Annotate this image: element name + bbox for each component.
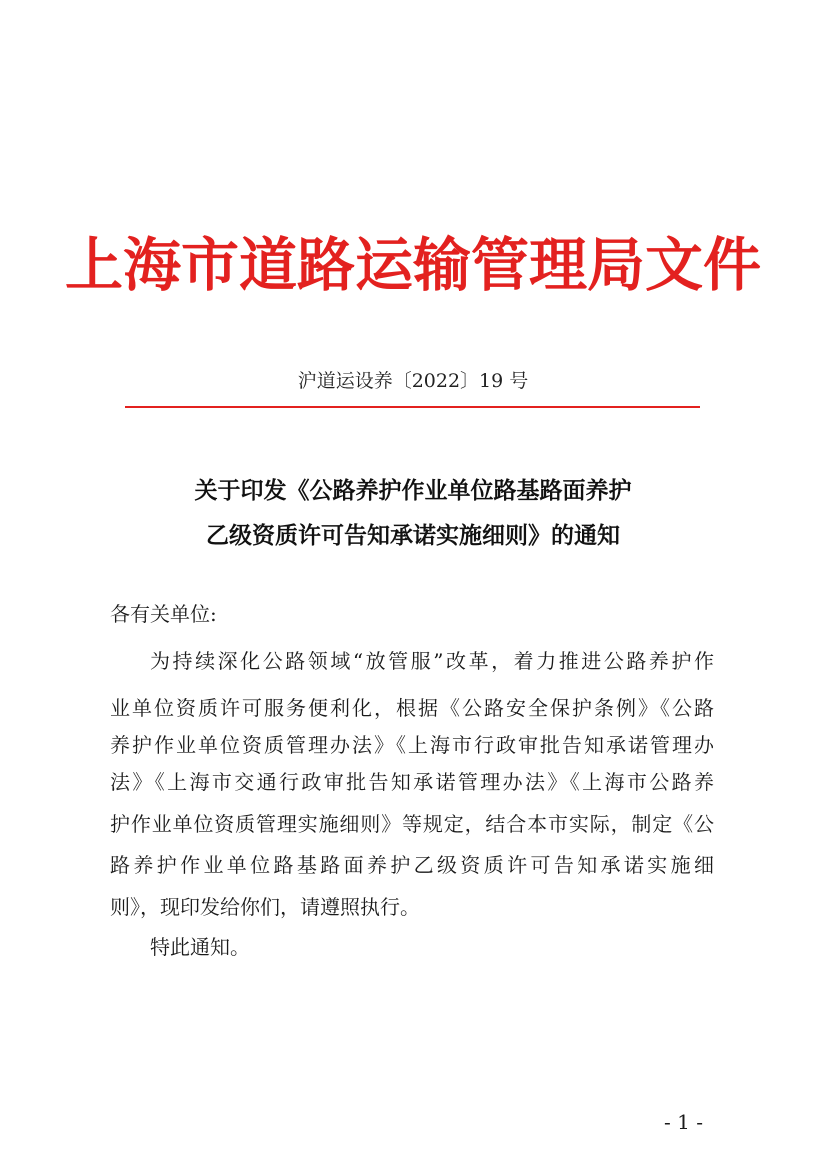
red-divider-rule [125,406,700,408]
body-line-6: 路养护作业单位路基路面养护乙级资质许可告知承诺实施细 [110,853,714,877]
document-number: 沪道运设养〔2022〕19 号 [297,370,529,392]
issuer-masthead-title: 上海市道路运输管理局文件 [64,231,761,299]
body-line-7: 则》，现印发给你们，请遵照执行。 [110,895,420,919]
notice-title-line-1: 关于印发《公路养护作业单位路基路面养护 [194,477,632,504]
body-line-3: 养护作业单位资质管理办法》《上海市行政审批告知承诺管理办 [110,733,714,757]
body-line-1: 为持续深化公路领域“放管服”改革，着力推进公路养护作 [150,649,714,673]
body-line-4: 法》《上海市交通行政审批告知承诺管理办法》《上海市公路养 [110,770,714,794]
notice-title-line-2: 乙级资质许可告知承诺实施细则》的通知 [206,522,620,549]
body-line-2: 业单位资质许可服务便利化，根据《公路安全保护条例》《公路 [110,696,714,720]
closing-remark: 特此通知。 [150,935,250,959]
body-line-5: 护作业单位资质管理实施细则》等规定，结合本市实际，制定《公 [110,812,714,836]
salutation: 各有关单位: [110,602,217,626]
page-number: - 1 - [664,1110,703,1134]
